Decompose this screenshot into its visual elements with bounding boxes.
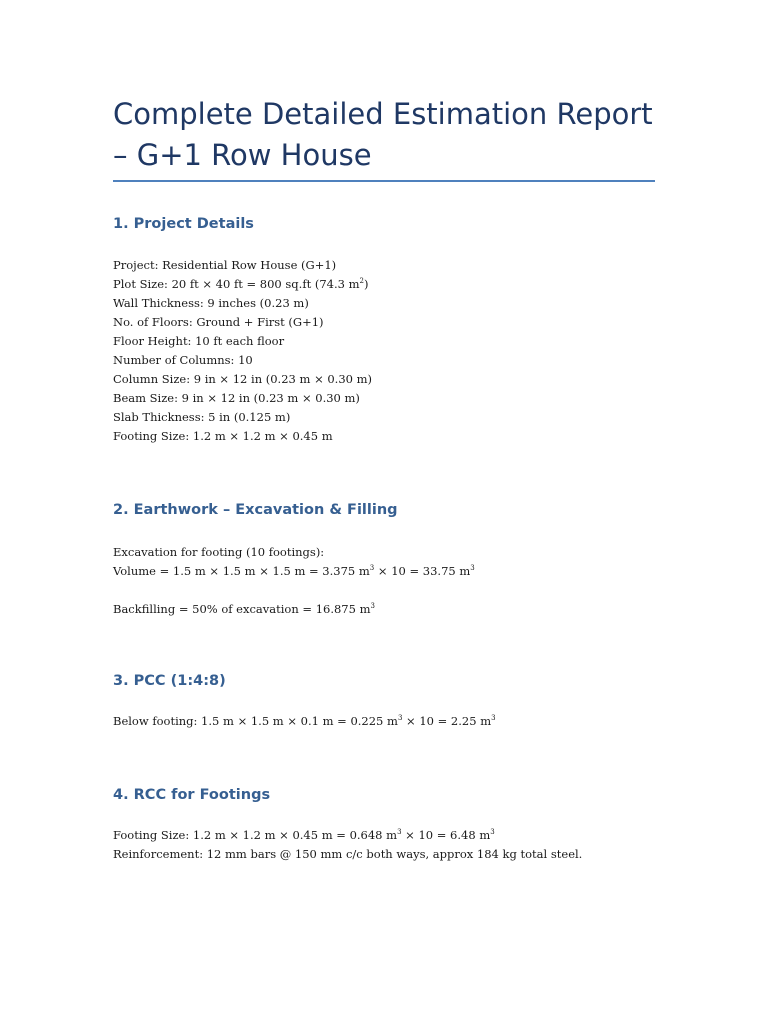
text-line: Plot Size: 20 ft × 40 ft = 800 sq.ft (74.3 $m^2$) [113, 277, 369, 291]
exponent: 2 [359, 277, 364, 285]
section-heading-earthwork: 2. Earthwork – Excavation & Filling [113, 502, 398, 518]
section-body-rcc-footings [113, 826, 655, 864]
title-underline [113, 180, 655, 182]
text-line: Backfilling = 50% of excavation = 16.875 $m^3$ [113, 602, 375, 616]
text-line: Project: Residential Row House (G+1) [113, 258, 337, 272]
text-line: Floor Height: 10 ft each floor [113, 334, 285, 348]
section-body-earthwork [113, 543, 655, 619]
exponent: 3 [397, 714, 403, 722]
text-line: Excavation for footing (10 footings): [113, 545, 325, 559]
text-line: No. of Floors: Ground + First (G+1) [113, 315, 324, 329]
section-body-project-details [113, 256, 655, 446]
text-line: Beam Size: 9 in × 12 in (0.23 m × 0.30 m) [113, 391, 360, 405]
section-heading-pcc: 3. PCC (1:4:8) [113, 673, 226, 689]
section-heading-rcc-footings: 4. RCC for Footings [113, 787, 271, 803]
text-line: Slab Thickness: 5 in (0.125 m) [113, 410, 291, 424]
text-line: Footing Size: 1.2 m × 1.2 m × 0.45 m [113, 429, 333, 443]
exponent: 3 [370, 602, 375, 610]
exponent: 3 [397, 828, 402, 836]
text-line: Reinforcement: 12 mm bars @ 150 mm c/c both ways, approx 184 kg total steel. [113, 847, 583, 861]
document-title: Complete Detailed Estimation Report – G+1 Row House [113, 97, 653, 172]
text-line: Column Size: 9 in × 12 in (0.23 m × 0.30 m) [113, 372, 373, 386]
exponent: 3 [369, 564, 375, 572]
section-heading-project-details: 1. Project Details [113, 216, 254, 232]
text-line: Footing Size: 1.2 m × 1.2 m × 0.45 m = 0.648 $m^3 \times 10 = 6.48$ $m^3$ [113, 828, 495, 842]
text-line: Wall Thickness: 9 inches (0.23 m) [113, 296, 309, 310]
section-body-pcc [113, 712, 655, 731]
exponent: 3 [491, 714, 496, 722]
exponent: 3 [470, 564, 475, 572]
exponent: 3 [490, 828, 495, 836]
text-line: Number of Columns: 10 [113, 353, 253, 367]
text-line: Below footing: 1.5 m × 1.5 m × 0.1 m = 0.225 $m^3 \times 10 = 2.25$ $m^3$ [113, 714, 496, 728]
text-line: Volume = 1.5 m × 1.5 m × 1.5 m = 3.375 $m^3 \times 10 = 33.75$ $m^3$ [113, 564, 475, 578]
